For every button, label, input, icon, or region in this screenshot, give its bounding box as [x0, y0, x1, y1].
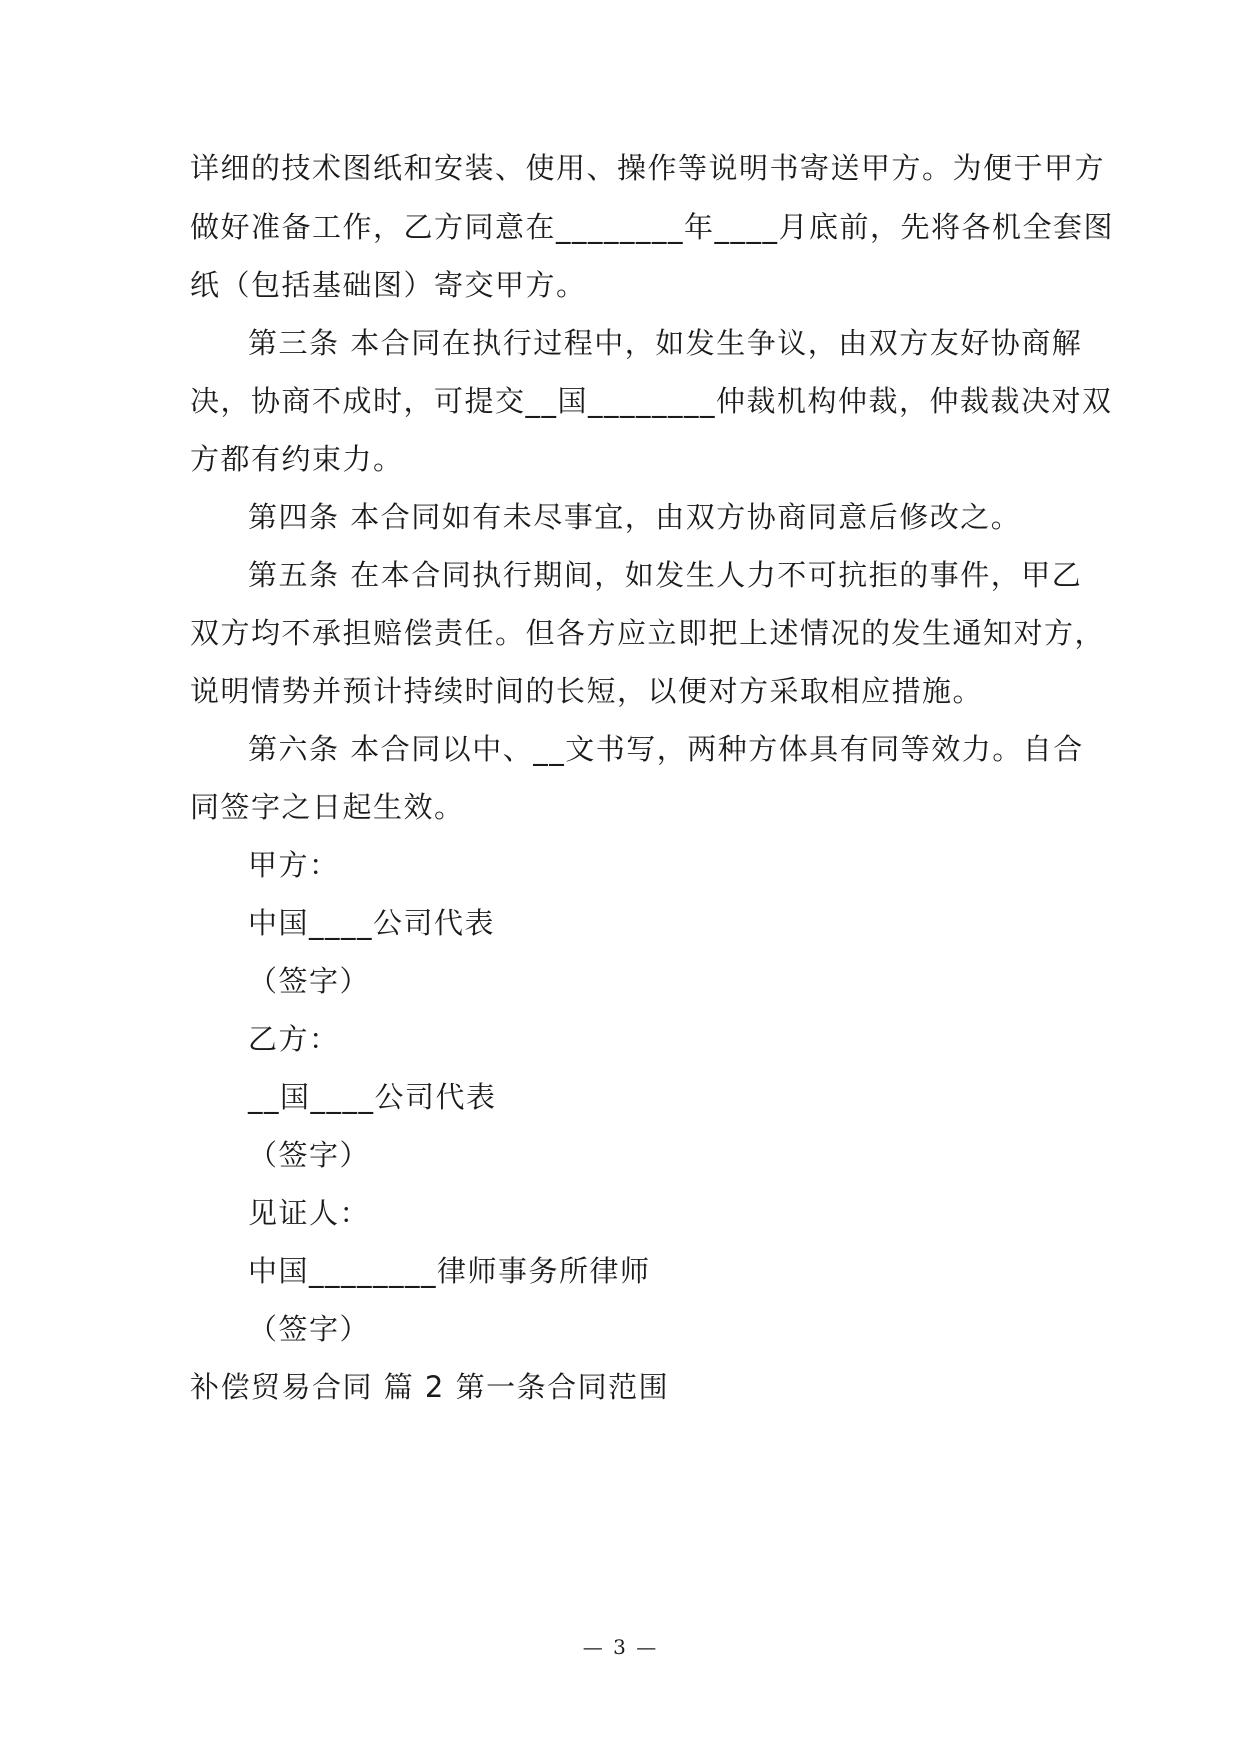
body-line: 双方均不承担赔偿责任。但各方应立即把上述情况的发生通知对方， [190, 616, 1106, 650]
witness-label: 见证人： [248, 1196, 371, 1230]
page-number: — 3 — [582, 1635, 659, 1659]
witness-lawyer: 中国________律师事务所律师 [248, 1254, 651, 1288]
party-a-signature: （签字） [248, 964, 371, 998]
body-line: 做好准备工作，乙方同意在________年____月底前，先将各机全套图 [190, 210, 1115, 244]
party-b-representative: __国____公司代表 [248, 1080, 497, 1114]
party-b-signature: （签字） [248, 1138, 371, 1172]
party-b-label: 乙方： [248, 1022, 340, 1056]
witness-signature: （签字） [248, 1312, 371, 1346]
article-4-line: 第四条 本合同如有未尽事宜，由双方协商同意后修改之。 [248, 500, 1022, 534]
article-3-line: 第三条 本合同在执行过程中，如发生争议，由双方友好协商解 [248, 326, 1083, 360]
section-heading: 补偿贸易合同 篇 2 第一条合同范围 [190, 1370, 670, 1404]
article-5-line: 第五条 在本合同执行期间，如发生人力不可抗拒的事件，甲乙 [248, 558, 1083, 592]
body-line: 决，协商不成时，可提交__国________仲裁机构仲裁，仲裁裁决对双 [190, 384, 1113, 418]
party-a-label: 甲方： [248, 848, 340, 882]
body-line: 纸（包括基础图）寄交甲方。 [190, 268, 587, 302]
article-6-line: 第六条 本合同以中、__文书写，两种方体具有同等效力。自合 [248, 732, 1084, 766]
body-line: 同签字之日起生效。 [190, 790, 465, 824]
party-a-representative: 中国____公司代表 [248, 906, 496, 940]
body-line: 说明情势并预计持续时间的长短，以便对方采取相应措施。 [190, 674, 984, 708]
body-line: 方都有约束力。 [190, 442, 404, 476]
body-line: 详细的技术图纸和安装、使用、操作等说明书寄送甲方。为便于甲方 [190, 151, 1106, 185]
